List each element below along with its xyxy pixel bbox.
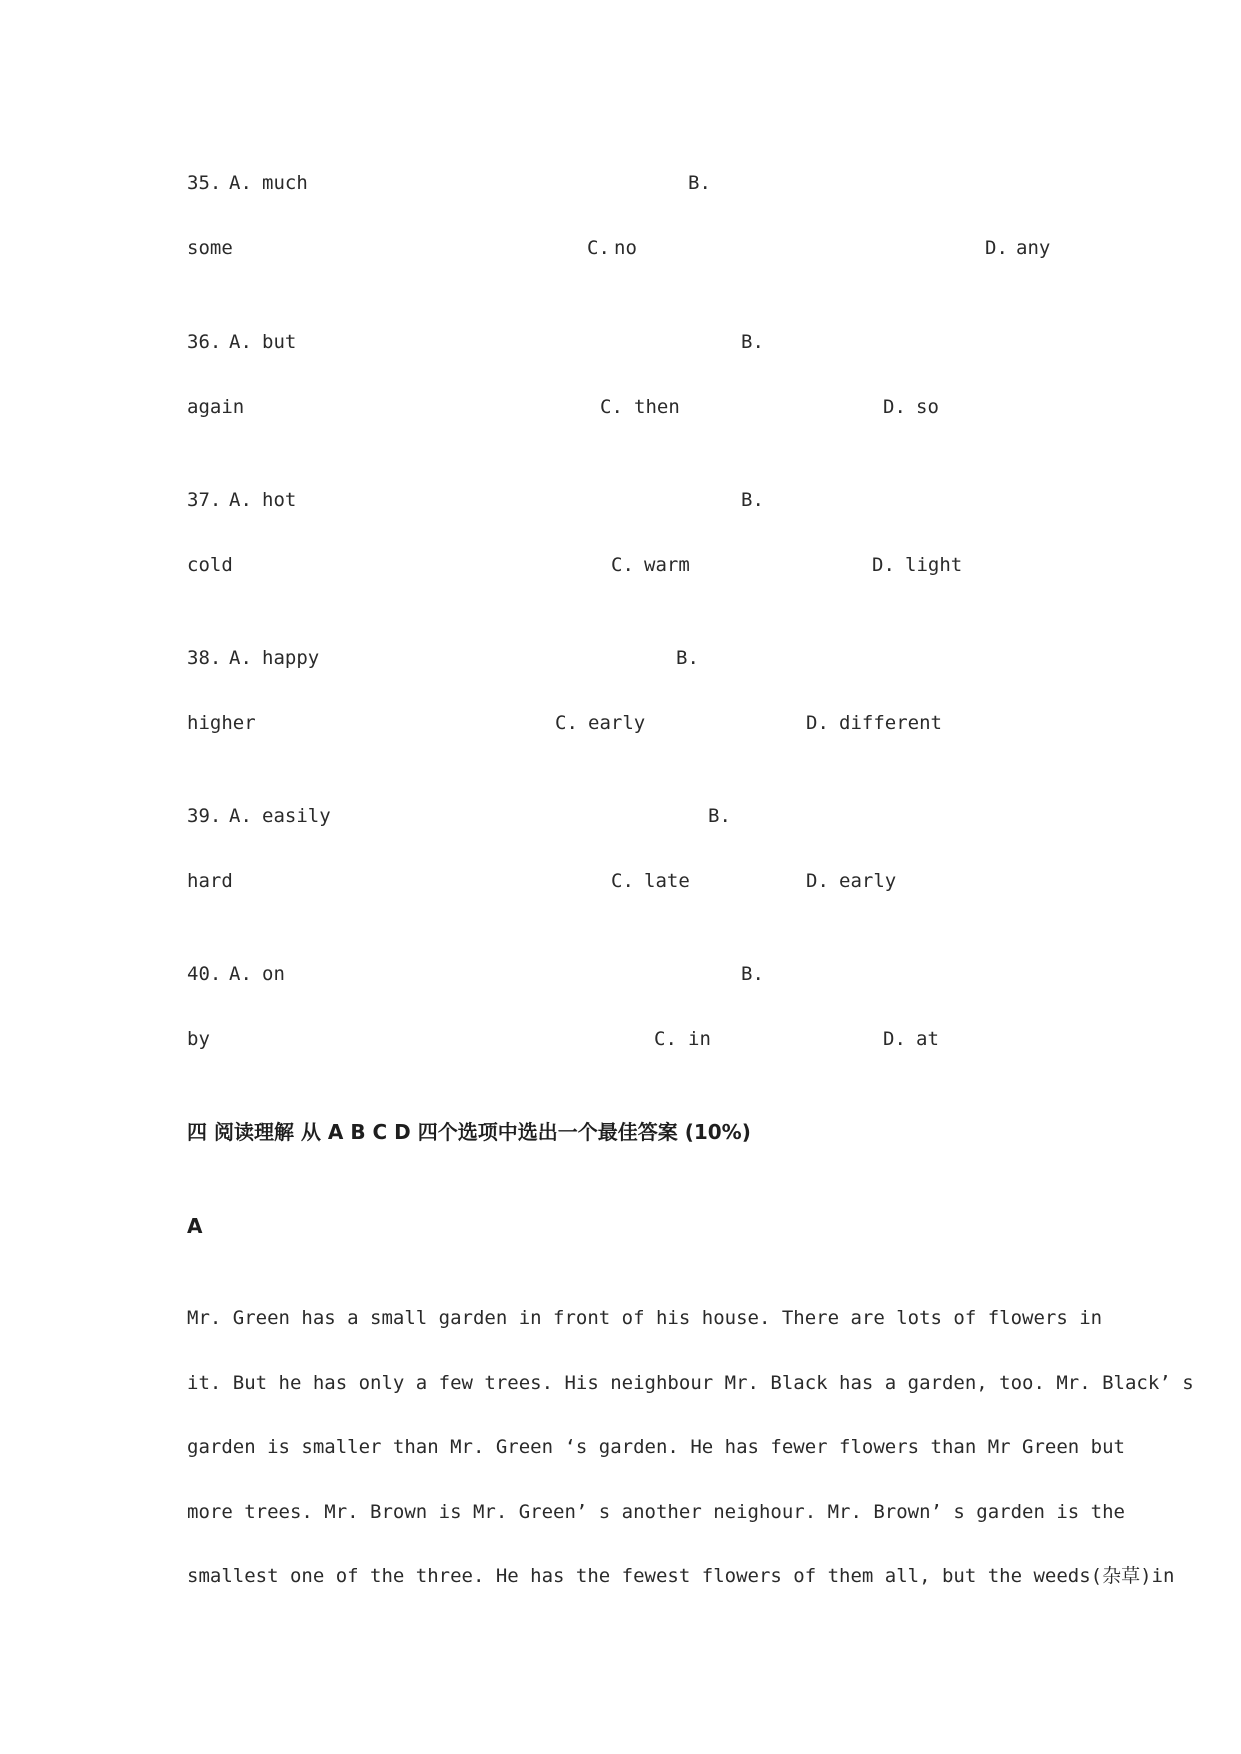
passage-line: smallest one of the three. He has the fewest flowers of them all, but the weeds(杂草)in <box>187 1565 1175 1587</box>
question-35-option-c-label: C. <box>587 237 610 259</box>
question-38-option-a-label: A. <box>229 647 252 669</box>
question-39-option-c-text: late <box>644 870 690 892</box>
question-38-option-b-text: higher <box>187 712 256 734</box>
question-35-number: 35. <box>187 172 222 194</box>
question-37-option-c-text: warm <box>644 554 690 576</box>
question-39-option-b-text: hard <box>187 870 233 892</box>
question-37-option-a-label: A. <box>229 489 252 511</box>
question-36-option-d-label: D. <box>883 396 906 418</box>
question-37-option-b-text: cold <box>187 554 233 576</box>
question-35-option-d-text: any <box>1016 237 1051 259</box>
question-40-option-b-label: B. <box>741 963 764 985</box>
question-38-option-a-text: happy <box>262 647 320 669</box>
question-39-option-b-label: B. <box>708 805 731 827</box>
question-39-option-d-text: early <box>839 870 897 892</box>
question-36-option-a-label: A. <box>229 331 252 353</box>
question-40-number: 40. <box>187 963 222 985</box>
question-39-option-c-label: C. <box>611 870 634 892</box>
question-38-option-d-text: different <box>839 712 942 734</box>
question-35-option-a-text: much <box>262 172 308 194</box>
passage-letter: A <box>187 1214 203 1238</box>
question-40-option-b-text: by <box>187 1028 210 1050</box>
question-39-option-a-text: easily <box>262 805 331 827</box>
question-38-option-d-label: D. <box>806 712 829 734</box>
question-37-option-d-label: D. <box>872 554 895 576</box>
passage-line: Mr. Green has a small garden in front of his house. There are lots of flowers in <box>187 1307 1103 1329</box>
question-38-option-c-text: early <box>588 712 646 734</box>
question-37-option-a-text: hot <box>262 489 297 511</box>
reading-section-heading: 四 阅读理解 从 A B C D 四个选项中选出一个最佳答案 (10%) <box>187 1120 751 1144</box>
question-37-number: 37. <box>187 489 222 511</box>
question-37-option-c-label: C. <box>611 554 634 576</box>
question-38-number: 38. <box>187 647 222 669</box>
question-35-option-b-text: some <box>187 237 233 259</box>
passage-line: it. But he has only a few trees. His neighbour Mr. Black has a garden, too. Mr. Black’ s <box>187 1372 1194 1394</box>
question-35-option-c-text: no <box>614 237 637 259</box>
question-40-option-c-label: C. <box>654 1028 677 1050</box>
question-35-option-b-label: B. <box>688 172 711 194</box>
question-36-number: 36. <box>187 331 222 353</box>
question-36-option-c-text: then <box>634 396 680 418</box>
question-38-option-b-label: B. <box>676 647 699 669</box>
question-35-option-a-label: A. <box>229 172 252 194</box>
passage-line: garden is smaller than Mr. Green ‘s garden. He has fewer flowers than Mr Green but <box>187 1436 1125 1458</box>
question-36-option-b-text: again <box>187 396 245 418</box>
question-36-option-d-text: so <box>916 396 939 418</box>
passage-line: more trees. Mr. Brown is Mr. Green’ s another neighour. Mr. Brown’ s garden is the <box>187 1501 1125 1523</box>
question-36-option-b-label: B. <box>741 331 764 353</box>
question-40-option-a-text: on <box>262 963 285 985</box>
question-39-number: 39. <box>187 805 222 827</box>
question-39-option-a-label: A. <box>229 805 252 827</box>
question-38-option-c-label: C. <box>555 712 578 734</box>
question-37-option-d-text: light <box>905 554 963 576</box>
question-40-option-d-text: at <box>916 1028 939 1050</box>
question-39-option-d-label: D. <box>806 870 829 892</box>
question-40-option-a-label: A. <box>229 963 252 985</box>
question-40-option-d-label: D. <box>883 1028 906 1050</box>
question-35-option-d-label: D. <box>985 237 1008 259</box>
question-37-option-b-label: B. <box>741 489 764 511</box>
question-40-option-c-text: in <box>688 1028 711 1050</box>
question-36-option-a-text: but <box>262 331 297 353</box>
question-36-option-c-label: C. <box>600 396 623 418</box>
